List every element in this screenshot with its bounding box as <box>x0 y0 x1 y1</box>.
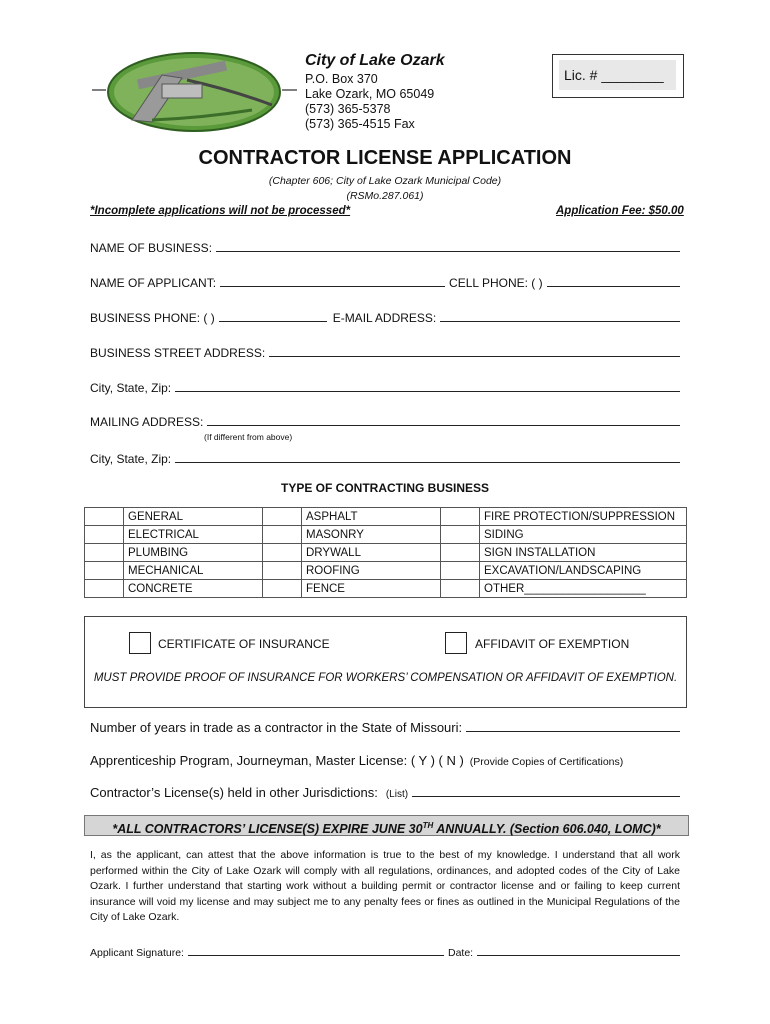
type-label: GENERAL <box>124 508 263 526</box>
attestation-text: I, as the applicant, can attest that the above information is true to the best of my knowledge. I understand that all work performed within the City of Lake Ozark will comply with all regulations, ordinances, and adopted codes of the City of Lake Ozark. I further understand that starting work without a building permit or contractor license and or failing to keep current insurance will void my license and may subject me to any penalty fees or fines as outlined in the Municipal Regulations of the City of Lake Ozark. <box>90 849 680 923</box>
type-label: FENCE <box>302 580 441 598</box>
asphalt-checkbox[interactable] <box>263 508 302 526</box>
type-label: EXCAVATION/LANDSCAPING <box>480 562 687 580</box>
table-row <box>85 508 687 526</box>
mechanical-checkbox[interactable] <box>85 562 124 580</box>
business-name-row <box>90 240 680 255</box>
type-label: OTHER___________________ <box>480 580 687 598</box>
street-address-row <box>90 345 680 360</box>
page-title: CONTRACTOR LICENSE APPLICATION <box>198 147 572 169</box>
table-row <box>85 562 687 580</box>
type-label: ROOFING <box>302 562 441 580</box>
fax-number: (573) 365-4515 Fax <box>305 117 415 131</box>
contracting-type-table <box>84 507 687 598</box>
insurance-requirement-note: MUST PROVIDE PROOF OF INSURANCE FOR WORKERS’ COMPENSATION OR AFFIDAVIT OF EXEMPTION. <box>93 672 678 684</box>
city-logo <box>92 50 297 134</box>
date-label: Date: <box>447 947 474 959</box>
roofing-checkbox[interactable] <box>263 562 302 580</box>
applicant-signature-field[interactable] <box>188 944 444 956</box>
table-row <box>85 526 687 544</box>
years-in-trade-row <box>90 720 680 735</box>
other-jurisdictions-field[interactable] <box>412 785 680 797</box>
business-name-label: NAME OF BUSINESS: <box>90 241 213 255</box>
other-checkbox[interactable] <box>441 580 480 598</box>
other-jurisdictions-label: Contractor’s License(s) held in other Jurisdictions: <box>90 785 378 800</box>
electrical-checkbox[interactable] <box>85 526 124 544</box>
email-field[interactable] <box>440 310 680 322</box>
address-city: Lake Ozark, MO 65049 <box>305 87 435 101</box>
applicant-name-label: NAME OF APPLICANT: <box>90 276 217 290</box>
type-label: SIGN INSTALLATION <box>480 544 687 562</box>
type-label: SIDING <box>480 526 687 544</box>
cell-phone-label: CELL PHONE: ( ) <box>449 276 543 290</box>
email-label: E-MAIL ADDRESS: <box>332 311 437 325</box>
insurance-section <box>84 616 687 708</box>
table-row <box>85 580 687 598</box>
type-label: FIRE PROTECTION/SUPPRESSION <box>480 508 687 526</box>
city-state-zip-field[interactable] <box>175 380 680 392</box>
applicant-name-field[interactable] <box>220 275 445 287</box>
contracting-type-heading: TYPE OF CONTRACTING BUSINESS <box>280 481 489 495</box>
street-address-field[interactable] <box>269 345 680 357</box>
applicant-row <box>90 275 680 290</box>
mailing-address-note: (If different from above) <box>204 432 293 442</box>
list-note: (List) <box>385 789 409 800</box>
sign-installation-checkbox[interactable] <box>441 544 480 562</box>
license-number-box <box>552 54 684 98</box>
banner-superscript: TH <box>422 821 434 830</box>
certifications-note: (Provide Copies of Certifications) <box>469 756 624 768</box>
type-label: DRYWALL <box>302 544 441 562</box>
type-label: MASONRY <box>302 526 441 544</box>
certificate-of-insurance-label: CERTIFICATE OF INSURANCE <box>158 637 330 651</box>
date-field[interactable] <box>477 944 680 956</box>
mailing-address-label: MAILING ADDRESS: <box>90 415 204 429</box>
mailing-address-field[interactable] <box>207 414 680 426</box>
signature-row <box>90 944 680 959</box>
license-number-field[interactable]: Lic. # ________ <box>559 60 676 90</box>
general-checkbox[interactable] <box>85 508 124 526</box>
type-label: ASPHALT <box>302 508 441 526</box>
city-state-zip-2-field[interactable] <box>175 451 680 463</box>
type-label: CONCRETE <box>124 580 263 598</box>
affidavit-of-exemption-checkbox[interactable] <box>445 632 467 654</box>
banner-text-start: *ALL CONTRACTORS’ LICENSE(S) EXPIRE JUNE 30 <box>112 822 423 837</box>
years-in-trade-field[interactable] <box>466 720 680 732</box>
fee-note: Application Fee: $50.00 <box>556 205 684 217</box>
fence-checkbox[interactable] <box>263 580 302 598</box>
certificate-of-insurance-checkbox[interactable] <box>129 632 151 654</box>
apprenticeship-label: Apprenticeship Program, Journeyman, Master License: ( Y ) ( N ) <box>90 753 464 768</box>
license-expiration-banner <box>84 815 689 836</box>
business-name-field[interactable] <box>216 240 680 252</box>
cell-phone-field[interactable] <box>547 275 680 287</box>
chapter-reference: (Chapter 606; City of Lake Ozark Municipal Code) <box>268 175 502 187</box>
drywall-checkbox[interactable] <box>263 544 302 562</box>
masonry-checkbox[interactable] <box>263 526 302 544</box>
mailing-address-row <box>90 414 680 429</box>
years-in-trade-label: Number of years in trade as a contractor in the State of Missouri: <box>90 720 463 735</box>
applicant-signature-label: Applicant Signature: <box>90 947 184 959</box>
business-phone-row <box>90 310 680 325</box>
rsmo-reference: (RSMo.287.061) <box>346 190 424 202</box>
city-name: City of Lake Ozark <box>305 52 445 69</box>
type-label: PLUMBING <box>124 544 263 562</box>
city-state-zip-label: City, State, Zip: <box>90 381 172 395</box>
affidavit-of-exemption-label: AFFIDAVIT OF EXEMPTION <box>475 637 630 651</box>
incomplete-note: *Incomplete applications will not be processed* <box>90 205 351 217</box>
type-label: MECHANICAL <box>124 562 263 580</box>
excavation-checkbox[interactable] <box>441 562 480 580</box>
siding-checkbox[interactable] <box>441 526 480 544</box>
city-state-zip-2-label: City, State, Zip: <box>90 452 172 466</box>
fire-protection-checkbox[interactable] <box>441 508 480 526</box>
other-jurisdictions-row <box>90 785 680 800</box>
city-state-zip-2-row <box>90 451 680 466</box>
banner-text-end: ANNUALLY. (Section 606.040, LOMC)* <box>433 822 661 837</box>
phone-number: (573) 365-5378 <box>305 102 391 116</box>
street-address-label: BUSINESS STREET ADDRESS: <box>90 346 266 360</box>
concrete-checkbox[interactable] <box>85 580 124 598</box>
type-label: ELECTRICAL <box>124 526 263 544</box>
business-phone-field[interactable] <box>219 310 327 322</box>
apprenticeship-row <box>90 753 680 768</box>
city-state-zip-row <box>90 380 680 395</box>
table-row <box>85 544 687 562</box>
plumbing-checkbox[interactable] <box>85 544 124 562</box>
address-po-box: P.O. Box 370 <box>305 72 378 86</box>
business-phone-label: BUSINESS PHONE: ( ) <box>90 311 215 325</box>
